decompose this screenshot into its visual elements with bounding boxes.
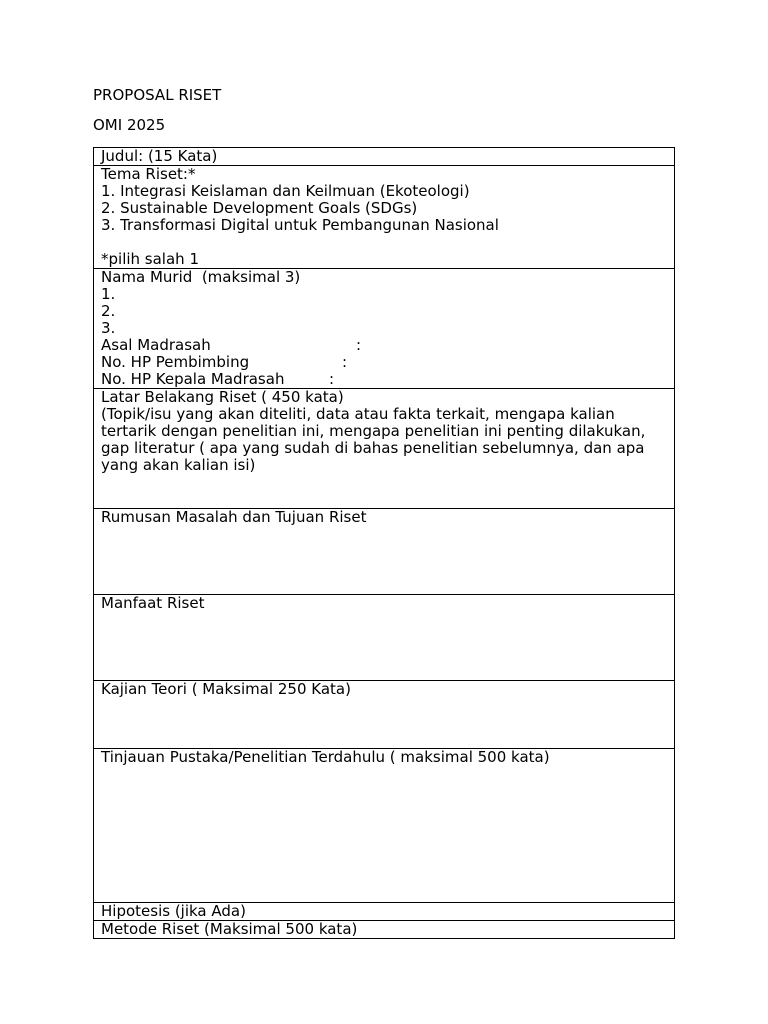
judul-label: Judul: (15 Kata) [101,147,218,165]
row-kajian [94,681,675,749]
row-hipotesis [94,903,675,921]
colon: : [342,353,348,371]
colon: : [329,370,335,388]
murid-number: 1. [101,285,116,303]
latar-description: tertarik dengan penelitian ini, mengapa penelitian ini penting dilakukan, [101,422,646,440]
rumusan-cell[interactable] [94,509,675,595]
row-latar-belakang [94,389,675,509]
row-manfaat [94,595,675,681]
judul-cell[interactable] [94,148,675,166]
row-tema [94,166,675,269]
asal-madrasah-label: Asal Madrasah [101,336,211,354]
hp-pembimbing-field [101,354,674,371]
asal-madrasah-field [101,337,674,354]
tema-label: Tema Riset:* [101,165,196,183]
tema-option: 3. Transformasi Digital untuk Pembangunan Nasional [101,216,499,234]
murid-cell[interactable] [94,269,675,389]
hp-kepala-field [101,371,674,388]
tema-cell[interactable] [94,166,675,269]
hp-kepala-label: No. HP Kepala Madrasah [101,370,285,388]
latar-description: gap literatur ( apa yang sudah di bahas penelitian sebelumnya, dan apa [101,439,645,457]
tinjauan-label: Tinjauan Pustaka/Penelitian Terdahulu ( maksimal 500 kata) [101,748,550,766]
murid-number: 2. [101,302,116,320]
manfaat-label: Manfaat Riset [101,594,205,612]
kajian-label: Kajian Teori ( Maksimal 250 Kata) [101,680,351,698]
latar-cell[interactable] [94,389,675,509]
kajian-cell[interactable] [94,681,675,749]
latar-description: yang akan kalian isi) [101,456,256,474]
row-judul [94,148,675,166]
metode-label: Metode Riset (Maksimal 500 kata) [101,920,358,938]
murid-label: Nama Murid (maksimal 3) [101,268,301,286]
rumusan-label: Rumusan Masalah dan Tujuan Riset [101,508,367,526]
blank-line [101,234,674,251]
row-metode [94,921,675,939]
tema-option: 1. Integrasi Keislaman dan Keilmuan (Ekoteologi) [101,182,470,200]
latar-description: (Topik/isu yang akan diteliti, data atau fakta terkait, mengapa kalian [101,405,615,423]
row-rumusan [94,509,675,595]
tinjauan-cell[interactable] [94,749,675,903]
proposal-form-table [93,147,675,939]
murid-number: 3. [101,319,116,337]
row-tinjauan [94,749,675,903]
tema-note: *pilih salah 1 [101,250,199,268]
colon: : [356,336,362,354]
latar-label: Latar Belakang Riset ( 450 kata) [101,388,344,406]
hp-pembimbing-label: No. HP Pembimbing [101,353,250,371]
metode-cell[interactable] [94,921,675,939]
document-title: PROPOSAL RISET [93,86,222,104]
hipotesis-label: Hipotesis (jika Ada) [101,902,246,920]
hipotesis-cell[interactable] [94,903,675,921]
tema-option: 2. Sustainable Development Goals (SDGs) [101,199,418,217]
row-murid [94,269,675,389]
manfaat-cell[interactable] [94,595,675,681]
document-subtitle: OMI 2025 [93,116,166,134]
